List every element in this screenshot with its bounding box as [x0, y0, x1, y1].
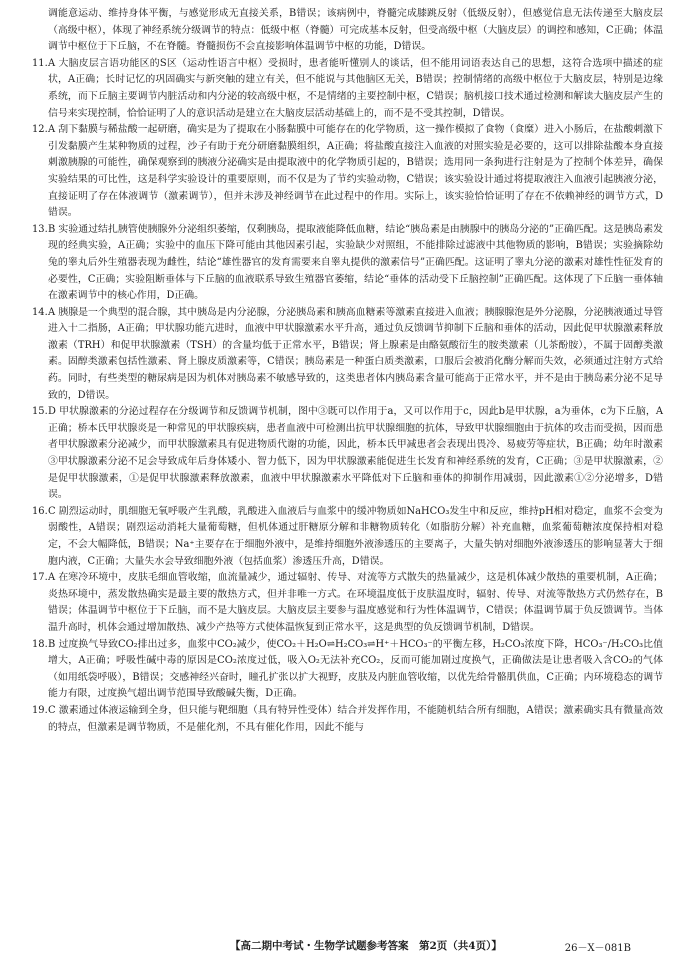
- answer-explanation: C 剧烈运动时，肌细胞无氧呼吸产生乳酸，乳酸进入血液后与血浆中的缓冲物质如NaHCO₃发生中和反应，维持pH相对稳定，血浆不会变为弱酸性，A错误；剧烈运动消耗大量葡萄糖，但机体通过肝糖原分解和非糖物质转化（如脂肪分解）补充血糖，血浆葡萄糖浓度保持相对稳定，不会大幅降低，B错误；Na⁺主要存在于细胞外液中，是维持细胞外液渗透压的主要离子，大量失钠对细胞外液渗透压的影响显著大于细胞内液，C正确；大量失水会导致细胞外液（包括血浆）渗透压升高，D错误。: [48, 505, 663, 567]
- answer-item: [32, 56, 663, 122]
- question-number: 11.: [32, 57, 48, 69]
- answer-explanation: C 激素通过体液运输到全身，但只能与靶细胞（具有特异性受体）结合并发挥作用，不能随机结合所有细胞，A错误；激素确实具有微量高效的特点，但激素是调节物质，不是催化剂，不具有催化作用，因此不能与: [48, 704, 663, 733]
- answer-explanation: A 大脑皮层言语功能区的S区（运动性语言中枢）受损时，患者能听懂别人的谈话，但不能用词语表达自己的思想，这符合选项中描述的症状，A正确；长时记忆的巩固确实与新突触的建立有关，但不能说与其他脑区无关，B错误；控制情绪的高级中枢位于大脑皮层，特别是边缘系统，而下丘脑主要调节内脏活动和内分泌的较高级中枢，不是情绪的主要控制中枢，C错误；脑机接口技术通过检测和解读大脑皮层产生的信号来实现控制，恰恰证明了人的意识活动是建立在大脑皮层活动基础上的，而不是不受其控制，D错误。: [48, 57, 663, 119]
- page-footer: [0, 938, 677, 956]
- question-number: 16.: [32, 505, 48, 517]
- answer-item: [32, 637, 663, 703]
- answer-item: [32, 122, 663, 222]
- answer-explanation: B 过度换气导致CO₂排出过多，血浆中CO₂减少，使CO₂＋H₂O⇌H₂CO₃⇌H⁺＋HCO₃⁻的平衡左移，H₂CO₃浓度下降，HCO₃⁻/H₂CO₃比值增大，A正确；呼吸性碱中毒的原因是CO₂浓度过低，吸入O₂无法补充CO₂，反而可能加剧过度换气，正确做法是让患者吸入含CO₂的气体（如用纸袋呼吸），B错误；交感神经兴奋时，瞳孔扩张以扩大视野，皮肤及内脏血管收缩，以优先给骨骼肌供血，C正确；内环境稳态的调节能力有限，过度换气超出调节范围导致酸碱失衡，D正确。: [48, 638, 663, 700]
- question-number: 13.: [32, 223, 48, 235]
- question-number: 14.: [32, 306, 48, 318]
- answer-item: [32, 703, 663, 736]
- answer-explanation: B 实验通过结扎胰管使胰腺外分泌组织萎缩，仅剩胰岛，提取液能降低血糖，结论“胰岛素是由胰腺中的胰岛分泌的”正确匹配。这是胰岛素发现的经典实验，A正确；实验中的血压下降可能由其他因素引起，实验缺少对照组，不能排除过滤液中其他物质的影响，B错误；实验摘除幼兔的睾丸后外生殖器表现为雌性，结论“雄性器官的发育需要来自睾丸提供的激素信号”正确匹配。这证明了睾丸分泌的激素对雄性性征发育的必要性，C正确；实验阻断垂体与下丘脑的血液联系导致生殖器官萎缩，结论“垂体的活动受下丘脑控制”正确匹配。这体现了下丘脑一垂体轴在激素调节中的核心作用，D正确。: [48, 223, 663, 302]
- footer-title: 【高二期中考试・生物学试题参考答案 第2页（共4页）】: [230, 940, 502, 952]
- question-number: 19.: [32, 704, 48, 716]
- answer-explanation: A 在寒冷环境中，皮肤毛细血管收缩，血流量减少，通过辐射、传导、对流等方式散失的热量减少，这是机体减少散热的重要机制，A正确；炎热环境中，蒸发散热确实是最主要的散热方式，但并非唯一方式。在环境温度低于皮肤温度时，辐射、传导、对流等散热方式仍然存在，B错误；体温调节中枢位于下丘脑，而不是大脑皮层。大脑皮层主要参与温度感觉和行为性体温调节，C错误；体温调节属于负反馈调节。当体温升高时，机体会通过增加散热、减少产热等方式使体温恢复到正常水平，这是典型的负反馈调节机制，D错误。: [48, 572, 663, 633]
- answer-item: [32, 222, 663, 305]
- answer-explanation: A 胰腺是一个典型的混合腺，其中胰岛是内分泌腺，分泌胰岛素和胰高血糖素等激素直接进入血液；胰腺腺泡是外分泌腺，分泌胰液通过导管进入十二指肠，A正确；甲状腺功能亢进时，血液中甲状腺激素水平升高，通过负反馈调节抑制下丘脑和垂体的活动，因此促甲状腺激素释放激素（TRH）和促甲状腺激素（TSH）的含量均低于正常水平，B错误；肾上腺素是由酪氨酸衍生的胺类激素（儿茶酚胺），不属于固醇类激素。固醇类激素包括性激素、肾上腺皮质激素等，C错误；胰岛素是一种蛋白质类激素，口服后会被消化酶分解而失效，必须通过注射方式给药。同时，有些类型的糖尿病是因为机体对胰岛素不敏感导致的，这类患者体内胰岛素含量可能高于正常水平，并不是由于胰岛素分泌不足导致的，D错误。: [48, 306, 663, 401]
- question-number: 12.: [32, 124, 48, 136]
- answer-item: [32, 504, 663, 570]
- footer-code: 26－X－081B: [564, 943, 631, 954]
- question-number: 18.: [32, 638, 48, 650]
- lead-paragraph: 调能意运动、维持身体平衡，与感觉形成无直接关系，B错误；该病例中，脊髓完成膝跳反射（低级反射），但感觉信息无法传递至大脑皮层（高级中枢），体现了神经系统分级调节的特点：低级中枢（脊髓）可完成基本反射，但受高级中枢（大脑皮层）的调控和感知，C正确；体温调节中枢位于下丘脑，不在脊髓。脊髓损伤不会直接影响体温调节中枢的功能，D错误。: [48, 8, 663, 53]
- answer-item: [32, 570, 663, 636]
- question-number: 17.: [32, 572, 48, 584]
- answer-item: [32, 404, 663, 504]
- answer-explanation: D 甲状腺激素的分泌过程存在分级调节和反馈调节机制，图中③既可以作用于a，又可以作用于c，因此b是甲状腺，a为垂体，c为下丘脑，A正确；桥本氏甲状腺炎是一种常见的甲状腺疾病，患者血液中可检测出抗甲状腺细胞的抗体，导致甲状腺细胞由于抗体的攻击而受损，因而患者甲状腺激素分泌减少，而甲状腺激素具有促进物质代谢的功能，因此，桥本氏甲减患者会表现出畏冷、易疲劳等症状，B正确；幼年时激素③甲状腺激素分泌不足会导致成年后身体矮小、智力低下，因为甲状腺激素能促进生长发育和神经系统的发育，C正确；③是甲状腺激素，②是促甲状腺激素，①是促甲状腺激素释放激素，血液中甲状腺激素水平降低对下丘脑和垂体的抑制作用减弱，因此激素①②分泌增多，D错误。: [48, 406, 663, 501]
- question-number: 15.: [32, 406, 48, 418]
- answer-item: [32, 305, 663, 405]
- answer-content: [32, 6, 663, 736]
- answer-list: [32, 56, 663, 736]
- answer-explanation: A 刮下黏膜与稀盐酸一起研磨，确实是为了提取在小肠黏膜中可能存在的化学物质，这一操作模拟了食物（食糜）进入小肠后，在盐酸刺激下引发黏膜产生某种物质的过程，沙子有助于充分研磨黏膜组织，A正确；将盐酸直接注入血液的对照实验是必要的，这可以排除盐酸本身直接刺激胰腺的可能性，确保观察到的胰液分泌确实是由提取液中的化学物质引起的，B错误；选用同一条狗进行注射是为了控制个体差异，确保实验结果的可比性，这是科学实验设计的重要原则，而不仅是为了节约实验动物，C错误；该实验设计通过将提取液注入血液引起胰液分泌，直接证明了存在体液调节（激素调节），但并未涉及神经调节在此过程中的作用。实际上，该实验恰恰证明了存在不依赖神经的调节方式，D错误。: [48, 124, 663, 219]
